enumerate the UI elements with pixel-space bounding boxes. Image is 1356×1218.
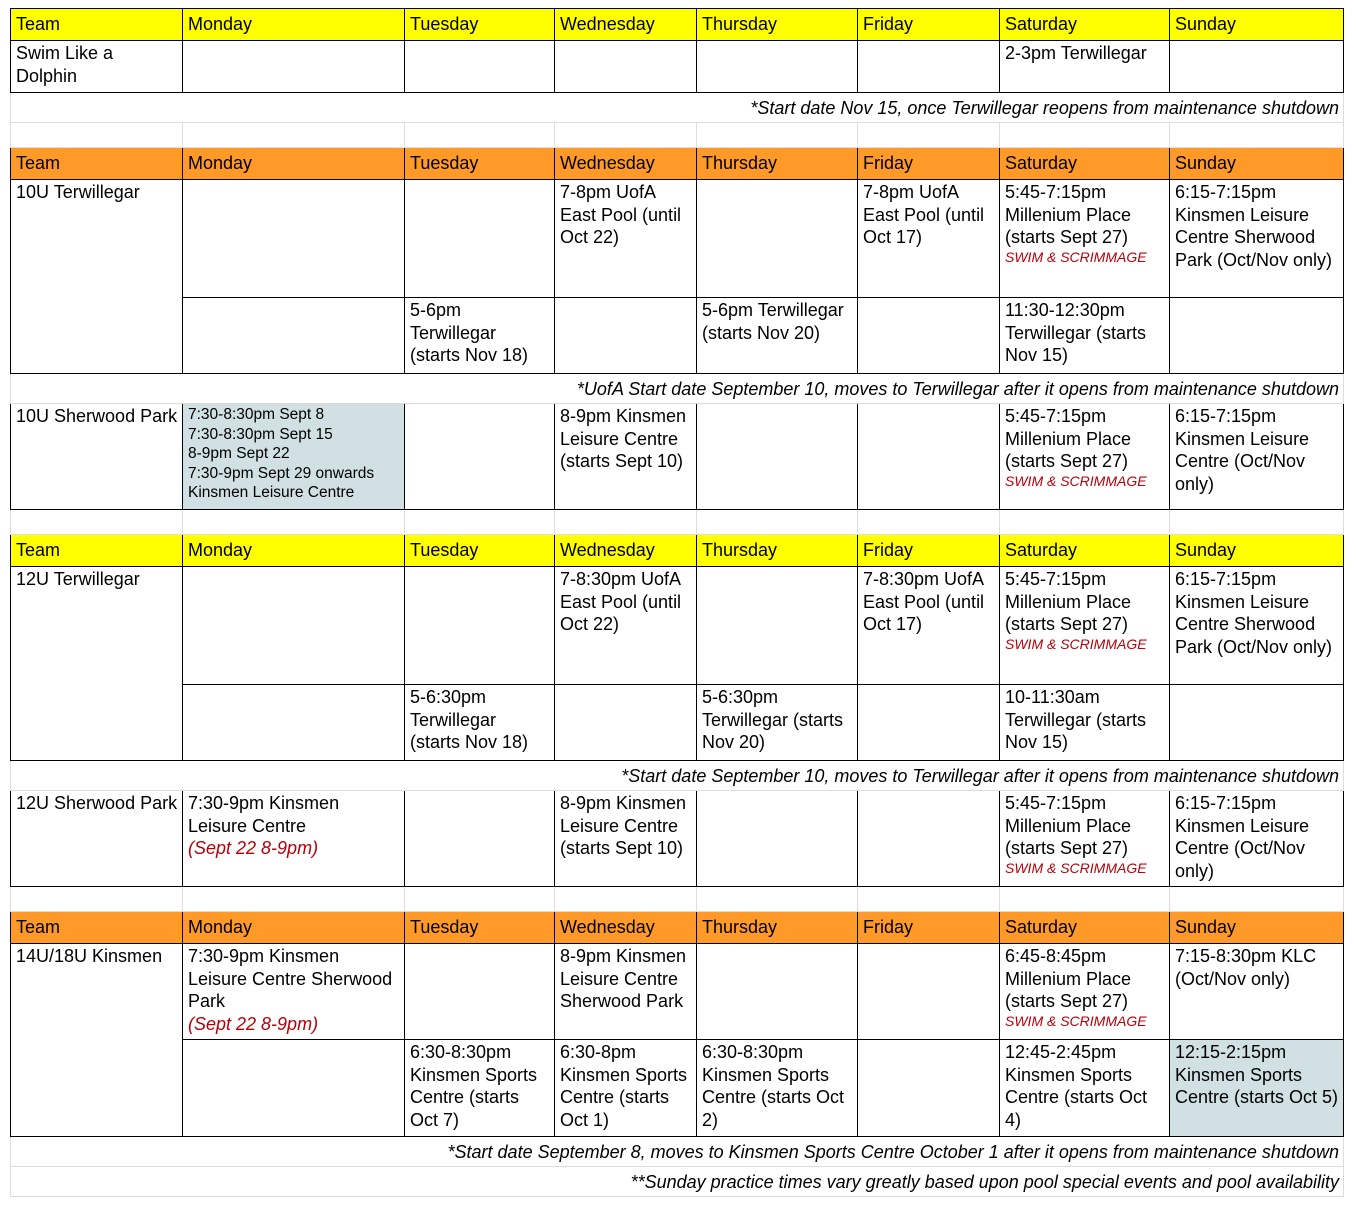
table-row (11, 944, 1344, 1040)
header-monday[interactable]: Monday (183, 148, 405, 180)
schedule-cell[interactable] (697, 404, 858, 510)
schedule-cell[interactable] (555, 298, 697, 374)
schedule-cell[interactable]: 8-9pm Kinsmen Leisure Centre (starts Sept 10) (555, 791, 697, 887)
schedule-cell[interactable]: 6:15-7:15pm Kinsmen Leisure Centre (Oct/Nov only) (1170, 791, 1344, 887)
schedule-cell[interactable] (1000, 567, 1170, 685)
session-text: 5:45-7:15pm Millenium Place (starts Sept 27) (1005, 793, 1132, 858)
schedule-cell[interactable] (405, 404, 555, 510)
header-wednesday[interactable]: Wednesday (555, 9, 697, 41)
header-row (11, 9, 1344, 41)
table-row (11, 567, 1344, 685)
exception-text: (Sept 22 8-9pm) (188, 1013, 319, 1034)
schedule-cell[interactable] (697, 41, 858, 93)
header-tuesday[interactable]: Tuesday (405, 535, 555, 567)
session-line: 7:30-9pm Sept 29 onwards (188, 464, 375, 482)
header-saturday[interactable]: Saturday (1000, 148, 1170, 180)
schedule-cell[interactable]: 6:15-7:15pm Kinsmen Leisure Centre Sherwood Park (Oct/Nov only) (1170, 567, 1344, 685)
schedule-cell[interactable] (183, 567, 405, 685)
note-cell[interactable]: *Start date Nov 15, once Terwillegar reopens from maintenance shutdown (11, 93, 1344, 123)
schedule-cell[interactable] (858, 404, 1000, 510)
schedule-cell[interactable] (697, 180, 858, 298)
header-sunday[interactable]: Sunday (1170, 9, 1344, 41)
schedule-cell[interactable] (1170, 298, 1344, 374)
header-monday[interactable]: Monday (183, 535, 405, 567)
header-row (11, 535, 1344, 567)
table-row (11, 404, 1344, 510)
team-cell[interactable]: 12U Sherwood Park (11, 791, 183, 887)
spacer-row (11, 123, 1344, 148)
schedule-cell[interactable] (183, 41, 405, 93)
schedule-cell[interactable]: 5-6:30pm Terwillegar (starts Nov 18) (405, 685, 555, 761)
schedule-cell[interactable]: 12:45-2:45pm Kinsmen Sports Centre (starts Oct 4) (1000, 1040, 1170, 1137)
header-team[interactable]: Team (11, 148, 183, 180)
header-thursday[interactable]: Thursday (697, 9, 858, 41)
schedule-cell[interactable]: 7-8pm UofA East Pool (until Oct 17) (858, 180, 1000, 298)
schedule-cell[interactable]: 6:15-7:15pm Kinsmen Leisure Centre (Oct/Nov only) (1170, 404, 1344, 510)
session-text: 7:30-9pm Kinsmen Leisure Centre Sherwood Park (188, 946, 393, 1011)
schedule-cell[interactable] (858, 1040, 1000, 1137)
schedule-cell[interactable] (1000, 180, 1170, 298)
header-thursday[interactable]: Thursday (697, 148, 858, 180)
note-cell[interactable]: *Start date September 8, moves to Kinsmen Sports Centre October 1 after it opens from maintenance shutdown (11, 1137, 1344, 1167)
session-text: 7:30-9pm Kinsmen Leisure Centre (188, 793, 340, 836)
header-thursday[interactable]: Thursday (697, 912, 858, 944)
schedule-cell[interactable] (858, 791, 1000, 887)
schedule-cell[interactable] (858, 944, 1000, 1040)
note-cell[interactable]: *Start date September 10, moves to Terwillegar after it opens from maintenance shutdown (11, 761, 1344, 791)
header-tuesday[interactable]: Tuesday (405, 9, 555, 41)
header-sunday[interactable]: Sunday (1170, 535, 1344, 567)
schedule-cell[interactable]: 5-6:30pm Terwillegar (starts Nov 20) (697, 685, 858, 761)
header-monday[interactable]: Monday (183, 912, 405, 944)
schedule-cell[interactable] (697, 567, 858, 685)
note-row (11, 93, 1344, 123)
schedule-cell[interactable]: 7-8pm UofA East Pool (until Oct 22) (555, 180, 697, 298)
header-row (11, 912, 1344, 944)
schedule-cell[interactable] (405, 180, 555, 298)
practice-schedule-table (10, 8, 1344, 1197)
header-saturday[interactable]: Saturday (1000, 9, 1170, 41)
header-row (11, 148, 1344, 180)
session-text: 5:45-7:15pm Millenium Place (starts Sept 27) (1005, 569, 1132, 634)
scrimmage-label: SWIM & SCRIMMAGE (1005, 1012, 1147, 1029)
note-row (11, 1137, 1344, 1167)
schedule-cell[interactable] (697, 944, 858, 1040)
schedule-cell[interactable] (1170, 685, 1344, 761)
schedule-cell[interactable]: 6:15-7:15pm Kinsmen Leisure Centre Sherwood Park (Oct/Nov only) (1170, 180, 1344, 298)
table-row (11, 685, 1344, 761)
schedule-cell[interactable]: 6:30-8:30pm Kinsmen Sports Centre (starts Oct 2) (697, 1040, 858, 1137)
table-row (11, 791, 1344, 887)
session-line: 7:30-8:30pm Sept 15 (188, 425, 333, 443)
header-friday[interactable]: Friday (858, 535, 1000, 567)
table-row (11, 1040, 1344, 1137)
spacer-row (11, 887, 1344, 912)
header-sunday[interactable]: Sunday (1170, 148, 1344, 180)
schedule-cell[interactable] (405, 567, 555, 685)
schedule-cell[interactable]: 6:30-8pm Kinsmen Sports Centre (starts Oct 1) (555, 1040, 697, 1137)
exception-text: (Sept 22 8-9pm) (188, 838, 319, 858)
schedule-cell[interactable] (555, 685, 697, 761)
team-cell[interactable]: 12U Terwillegar (11, 567, 183, 761)
schedule-cell[interactable] (858, 685, 1000, 761)
schedule-cell[interactable] (183, 944, 405, 1040)
note-row (11, 761, 1344, 791)
header-wednesday[interactable]: Wednesday (555, 912, 697, 944)
header-team[interactable]: Team (11, 9, 183, 41)
schedule-cell[interactable]: 5-6pm Terwillegar (starts Nov 18) (405, 298, 555, 374)
team-cell[interactable]: 10U Terwillegar (11, 180, 183, 374)
schedule-cell[interactable]: 8-9pm Kinsmen Leisure Centre Sherwood Park (555, 944, 697, 1040)
team-cell[interactable]: Swim Like a Dolphin (11, 41, 183, 93)
schedule-cell[interactable] (405, 791, 555, 887)
schedule-cell[interactable] (1000, 944, 1170, 1040)
schedule-cell[interactable]: 10-11:30am Terwillegar (starts Nov 15) (1000, 685, 1170, 761)
header-friday[interactable]: Friday (858, 912, 1000, 944)
schedule-cell[interactable] (858, 298, 1000, 374)
session-text: 5:45-7:15pm Millenium Place (starts Sept 27) (1005, 182, 1132, 247)
note-cell[interactable]: *UofA Start date September 10, moves to Terwillegar after it opens from maintenance shutdown (11, 374, 1344, 404)
schedule-cell[interactable] (183, 404, 405, 510)
scrimmage-label: SWIM & SCRIMMAGE (1005, 635, 1147, 652)
header-tuesday[interactable]: Tuesday (405, 148, 555, 180)
session-line: Kinsmen Leisure Centre (188, 484, 355, 502)
header-friday[interactable]: Friday (858, 9, 1000, 41)
header-sunday[interactable]: Sunday (1170, 912, 1344, 944)
scrimmage-label: SWIM & SCRIMMAGE (1005, 248, 1147, 265)
schedule-cell[interactable] (405, 41, 555, 93)
scrimmage-label: SWIM & SCRIMMAGE (1005, 859, 1147, 876)
schedule-cell[interactable] (405, 944, 555, 1040)
schedule-cell[interactable] (183, 791, 405, 887)
schedule-cell[interactable] (555, 41, 697, 93)
note-cell[interactable]: **Sunday practice times vary greatly based upon pool special events and pool availability (11, 1167, 1344, 1197)
session-line: 7:30-8:30pm Sept 8 (188, 406, 325, 423)
table-row (11, 180, 1344, 298)
header-saturday[interactable]: Saturday (1000, 912, 1170, 944)
table-row (11, 41, 1344, 93)
schedule-cell[interactable] (183, 180, 405, 298)
schedule-cell[interactable]: 8-9pm Kinsmen Leisure Centre (starts Sept 10) (555, 404, 697, 510)
header-thursday[interactable]: Thursday (697, 535, 858, 567)
team-cell[interactable]: 14U/18U Kinsmen (11, 944, 183, 1137)
schedule-cell[interactable]: 12:15-2:15pm Kinsmen Sports Centre (starts Oct 5) (1170, 1040, 1344, 1137)
session-line: 8-9pm Sept 22 (188, 445, 290, 463)
header-team[interactable]: Team (11, 912, 183, 944)
header-team[interactable]: Team (11, 535, 183, 567)
note-row (11, 374, 1344, 404)
schedule-cell[interactable] (1170, 41, 1344, 93)
schedule-cell[interactable] (1000, 404, 1170, 510)
team-cell[interactable]: 10U Sherwood Park (11, 404, 183, 510)
header-tuesday[interactable]: Tuesday (405, 912, 555, 944)
schedule-cell[interactable] (697, 791, 858, 887)
note-row (11, 1167, 1344, 1197)
schedule-cell[interactable]: 5-6pm Terwillegar (starts Nov 20) (697, 298, 858, 374)
table-row (11, 298, 1344, 374)
scrimmage-label: SWIM & SCRIMMAGE (1005, 472, 1147, 489)
header-wednesday[interactable]: Wednesday (555, 148, 697, 180)
session-text: 5:45-7:15pm Millenium Place (starts Sept 27) (1005, 406, 1132, 471)
schedule-cell[interactable]: 7-8:30pm UofA East Pool (until Oct 22) (555, 567, 697, 685)
header-wednesday[interactable]: Wednesday (555, 535, 697, 567)
schedule-cell[interactable]: 7-8:30pm UofA East Pool (until Oct 17) (858, 567, 1000, 685)
schedule-cell[interactable] (1000, 791, 1170, 887)
schedule-cell[interactable]: 7:15-8:30pm KLC (Oct/Nov only) (1170, 944, 1344, 1040)
header-saturday[interactable]: Saturday (1000, 535, 1170, 567)
header-monday[interactable]: Monday (183, 9, 405, 41)
session-text: 6:45-8:45pm Millenium Place (starts Sept 27) (1005, 946, 1132, 1011)
schedule-cell[interactable] (183, 1040, 405, 1137)
schedule-cell[interactable]: 11:30-12:30pm Terwillegar (starts Nov 15) (1000, 298, 1170, 374)
schedule-cell[interactable]: 6:30-8:30pm Kinsmen Sports Centre (starts Oct 7) (405, 1040, 555, 1137)
schedule-cell[interactable] (183, 685, 405, 761)
spacer-row (11, 510, 1344, 535)
header-friday[interactable]: Friday (858, 148, 1000, 180)
schedule-cell[interactable] (858, 41, 1000, 93)
schedule-cell[interactable]: 2-3pm Terwillegar (1000, 41, 1170, 93)
schedule-cell[interactable] (183, 298, 405, 374)
